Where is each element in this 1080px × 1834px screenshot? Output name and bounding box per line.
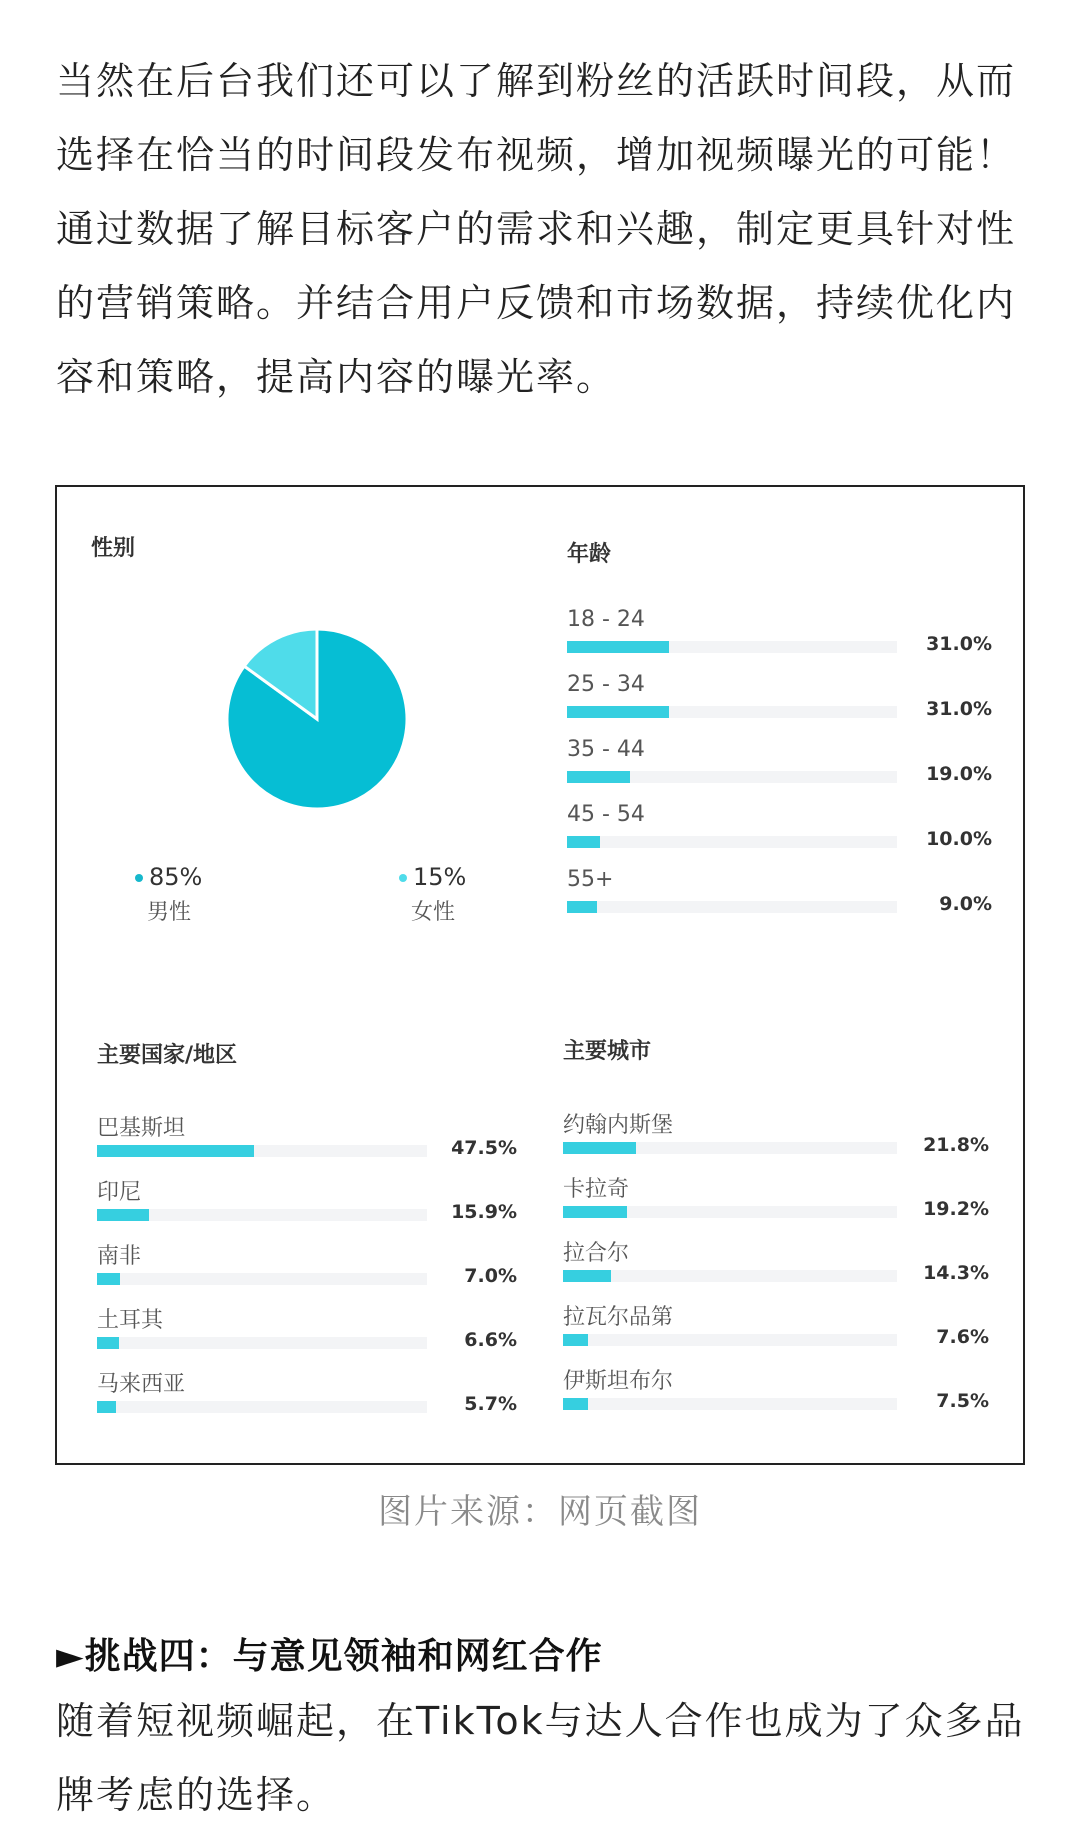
male-label: 男性 [147, 900, 192, 925]
city-row-track [563, 1270, 897, 1282]
city-row-label: 拉合尔 [563, 1241, 630, 1266]
age-row-label: 25 - 34 [567, 672, 645, 697]
female-pct: 15% [413, 863, 467, 891]
country-row-bar [97, 1209, 149, 1221]
city-row-label: 伊斯坦布尔 [563, 1369, 674, 1394]
age-row-label: 45 - 54 [567, 802, 645, 827]
age-row-bar [567, 836, 600, 848]
age-row-bar [567, 771, 630, 783]
city-row-bar [563, 1270, 611, 1282]
city-row-value: 7.6% [936, 1326, 989, 1348]
age-row-bar [567, 641, 669, 653]
section-heading: ►挑战四：与意见领袖和网红合作 [56, 1636, 603, 1677]
male-dot-icon [135, 874, 143, 882]
age-row-value: 10.0% [926, 828, 992, 850]
figure-caption: 图片来源：网页截图 [378, 1492, 702, 1532]
age-row-track [567, 641, 897, 653]
city-row-bar [563, 1206, 627, 1218]
city-row-label: 拉瓦尔品第 [563, 1305, 674, 1330]
female-label: 女性 [411, 900, 456, 925]
legend-female [399, 863, 466, 926]
country-row-value: 7.0% [464, 1265, 517, 1287]
city-row-value: 19.2% [923, 1198, 989, 1220]
country-row-bar [97, 1401, 116, 1413]
cities-title: 主要城市 [563, 1039, 652, 1064]
country-row-bar [97, 1273, 120, 1285]
country-row-bar [97, 1337, 119, 1349]
country-row-bar [97, 1145, 254, 1157]
city-row-bar [563, 1142, 636, 1154]
city-row-value: 21.8% [923, 1134, 989, 1156]
country-row-track [97, 1401, 427, 1413]
age-row-track [567, 836, 897, 848]
age-row-label: 35 - 44 [567, 737, 645, 762]
country-row-track [97, 1273, 427, 1285]
country-row-label: 南非 [97, 1244, 142, 1269]
city-row-bar [563, 1334, 588, 1346]
country-row-track [97, 1337, 427, 1349]
city-row-value: 7.5% [936, 1390, 989, 1412]
age-row-value: 31.0% [926, 698, 992, 720]
gender-title: 性别 [91, 536, 136, 561]
city-row-value: 14.3% [923, 1262, 989, 1284]
country-row-label: 土耳其 [97, 1308, 164, 1333]
age-row-value: 31.0% [926, 633, 992, 655]
country-row-track [97, 1209, 427, 1221]
countries-title: 主要国家/地区 [97, 1043, 238, 1068]
city-row-label: 约翰内斯堡 [563, 1113, 674, 1138]
country-row-label: 印尼 [97, 1180, 142, 1205]
city-row-track [563, 1334, 897, 1346]
country-row-value: 15.9% [451, 1201, 517, 1223]
country-row-track [97, 1145, 427, 1157]
age-row-value: 9.0% [939, 893, 992, 915]
legend-male [135, 863, 202, 926]
analytics-figure [55, 485, 1025, 1465]
male-pct: 85% [149, 863, 203, 891]
country-row-value: 6.6% [464, 1329, 517, 1351]
age-row-label: 55+ [567, 867, 614, 892]
city-row-label: 卡拉奇 [563, 1177, 630, 1202]
city-row-track [563, 1142, 897, 1154]
country-row-value: 47.5% [451, 1137, 517, 1159]
age-row-label: 18 - 24 [567, 607, 645, 632]
age-title: 年龄 [567, 542, 612, 567]
city-row-track [563, 1398, 897, 1410]
country-row-label: 马来西亚 [97, 1372, 186, 1397]
female-dot-icon [399, 874, 407, 882]
age-row-value: 19.0% [926, 763, 992, 785]
age-row-bar [567, 706, 669, 718]
city-row-track [563, 1206, 897, 1218]
age-row-track [567, 901, 897, 913]
age-row-bar [567, 901, 597, 913]
age-row-track [567, 771, 897, 783]
age-row-track [567, 706, 897, 718]
intro-paragraph: 当然在后台我们还可以了解到粉丝的活跃时间段，从而选择在恰当的时间段发布视频，增加视频曝光的可能！通过数据了解目标客户的需求和兴趣，制定更具针对性的营销策略。并结合用户反馈和市场数据，持续优化内容和策略，提高内容的曝光率。 [56, 59, 1017, 399]
closing-paragraph: 随着短视频崛起，在TikTok与达人合作也成为了众多品牌考虑的选择。 [56, 1699, 1025, 1817]
country-row-value: 5.7% [464, 1393, 517, 1415]
gender-pie-chart [207, 609, 427, 829]
city-row-bar [563, 1398, 588, 1410]
country-row-label: 巴基斯坦 [97, 1116, 186, 1141]
